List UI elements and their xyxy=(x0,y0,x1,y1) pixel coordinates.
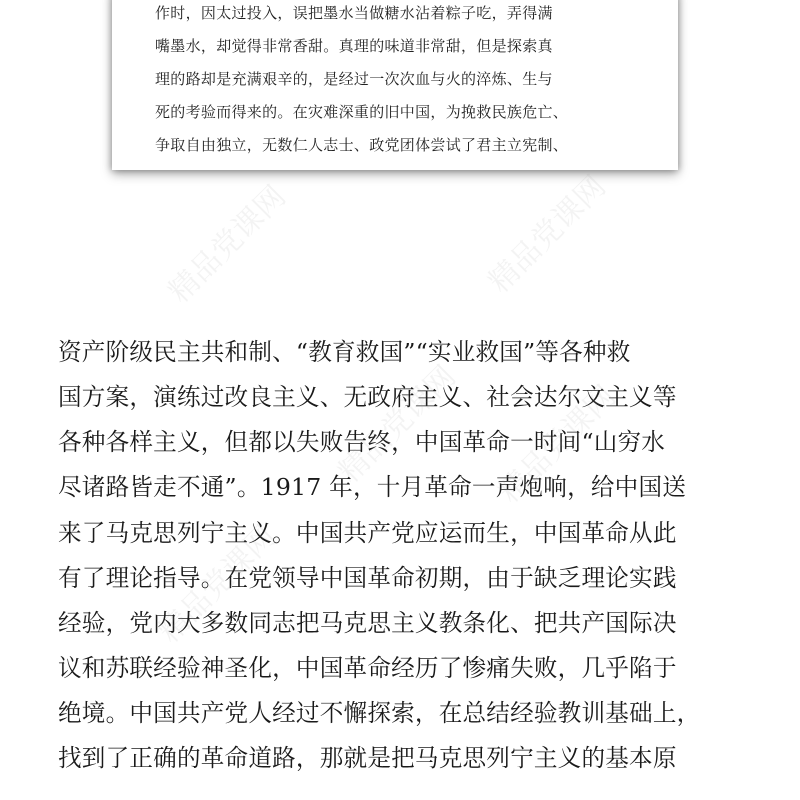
watermark: 精品党课网 xyxy=(492,379,623,510)
body-line: 各种各样主义，但都以失败告终，中国革命一时间“山穷水 xyxy=(58,428,666,456)
body-line: 议和苏联经验神圣化，中国革命经历了惨痛失败，几乎陷于 xyxy=(58,654,677,682)
watermark: 精品党课网 xyxy=(332,359,463,490)
card-line: 作时，因太过投入，误把墨水当做糖水沾着粽子吃，弄得满 xyxy=(155,4,553,22)
body-line: 资产阶级民主共和制、“教育救国”“实业救国”等各种救 xyxy=(58,338,631,366)
body-line: 经验，党内大多数同志把马克思主义教条化、把共产国际决 xyxy=(58,609,677,637)
body-line: 国方案，演练过改良主义、无政府主义、社会达尔文主义等 xyxy=(58,383,677,411)
body-line: 尽诸路皆走不通”。1917 年，十月革命一声炮响，给中国送 xyxy=(58,473,687,501)
card-line: 死的考验而得来的。在灾难深重的旧中国，为挽救民族危亡、 xyxy=(155,103,569,121)
watermark: 精品党课网 xyxy=(162,179,293,310)
watermark: 精品党课网 xyxy=(152,519,283,650)
body-line: 找到了正确的革命道路，那就是把马克思列宁主义的基本原 xyxy=(58,744,677,772)
card-line: 理的路却是充满艰辛的，是经过一次次血与火的淬炼、生与 xyxy=(155,70,553,88)
body-line: 绝境。中国共产党人经过不懈探索，在总结经验教训基础上， xyxy=(58,699,701,727)
quote-card xyxy=(112,0,678,170)
watermark: 精品党课网 xyxy=(482,169,613,300)
card-line: 嘴墨水，却觉得非常香甜。真理的味道非常甜，但是探索真 xyxy=(155,37,553,55)
card-line: 争取自由独立，无数仁人志士、政党团体尝试了君主立宪制、 xyxy=(155,136,569,154)
body-line: 来了马克思列宁主义。中国共产党应运而生，中国革命从此 xyxy=(58,519,677,547)
body-line: 有了理论指导。在党领导中国革命初期，由于缺乏理论实践 xyxy=(58,564,677,592)
